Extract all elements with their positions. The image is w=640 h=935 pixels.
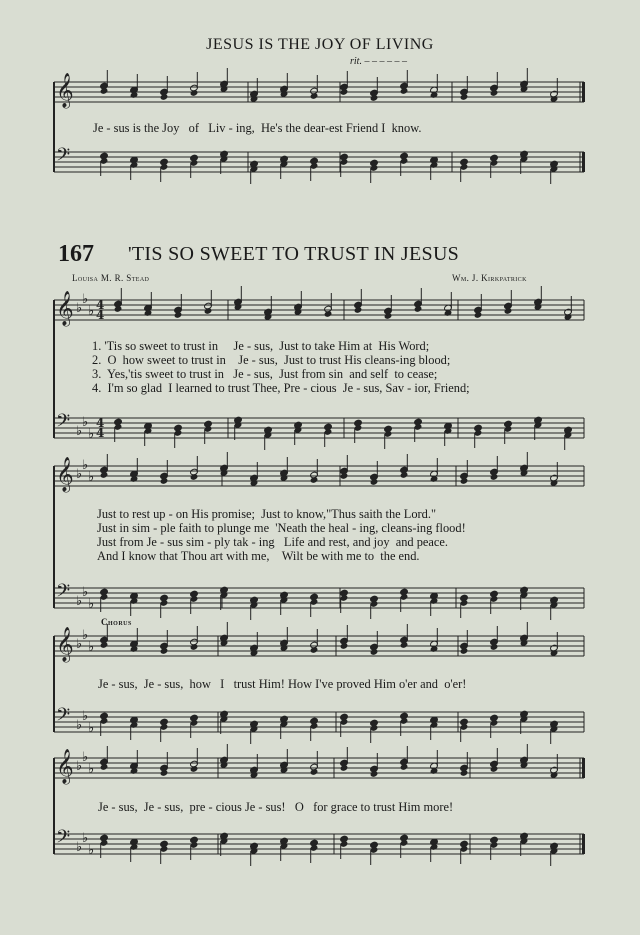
flat-sign: ♭ bbox=[82, 292, 89, 307]
flat-sign: ♭ bbox=[82, 709, 89, 724]
treble-clef: 𝄞 bbox=[56, 291, 74, 326]
hymn-author: Louisa M. R. Stead bbox=[72, 273, 150, 283]
flat-sign: ♭ bbox=[82, 831, 89, 846]
flat-sign: ♭ bbox=[88, 762, 95, 777]
verse-2-line-1: 2. O how sweet to trust in Je - sus, Just to trust His cleans-ing blood; bbox=[92, 353, 451, 367]
flat-sign: ♭ bbox=[76, 718, 83, 733]
verse-4-line-2: And I know that Thou art with me, Wilt be with me to the end. bbox=[97, 549, 420, 563]
previous-hymn-title: JESUS IS THE JOY OF LIVING bbox=[206, 36, 434, 53]
chorus-line-1: Je - sus, Je - sus, how I trust Him! How I've proved Him o'er and o'er! bbox=[98, 677, 467, 691]
flat-sign: ♭ bbox=[76, 594, 83, 609]
flat-sign: ♭ bbox=[88, 470, 95, 485]
chorus-line-2: Je - sus, Je - sus, pre - cious Je - sus! O for grace to trust Him more! bbox=[98, 800, 454, 814]
verse-1-line-2: Just to rest up - on His promise; Just to know,"Thus saith the Lord." bbox=[97, 507, 437, 521]
final-barline bbox=[582, 152, 585, 172]
bass-clef: 𝄢 bbox=[56, 411, 71, 436]
flat-sign: ♭ bbox=[76, 467, 83, 482]
flat-sign: ♭ bbox=[88, 843, 95, 858]
flat-sign: ♭ bbox=[88, 427, 95, 442]
tempo-mark-rit: rit. – – – – – – bbox=[350, 56, 407, 67]
staff bbox=[54, 300, 584, 320]
flat-sign: ♭ bbox=[76, 424, 83, 439]
hymn-composer: Wm. J. Kirkpatrick bbox=[452, 273, 527, 283]
flat-sign: ♭ bbox=[76, 759, 83, 774]
flat-sign: ♭ bbox=[82, 628, 89, 643]
verse-4-line-1: 4. I'm so glad I learned to trust Thee, Pre - cious Je - sus, Sav - ior, Friend; bbox=[92, 381, 470, 395]
time-signature: 4 bbox=[96, 416, 105, 430]
flat-sign: ♭ bbox=[82, 585, 89, 600]
flat-sign: ♭ bbox=[88, 304, 95, 319]
treble-clef: 𝄞 bbox=[56, 457, 74, 492]
hymn-title: 'TIS SO SWEET TO TRUST IN JESUS bbox=[128, 243, 460, 265]
treble-clef: 𝄞 bbox=[56, 73, 74, 108]
hymn-number: 167 bbox=[58, 241, 94, 267]
time-signature: 4 bbox=[96, 298, 105, 312]
flat-sign: ♭ bbox=[76, 840, 83, 855]
previous-hymn-lyric: Je - sus is the Joy of Liv - ing, He's the dear-est Friend I know. bbox=[93, 121, 422, 135]
bass-clef: 𝄢 bbox=[56, 827, 71, 852]
flat-sign: ♭ bbox=[88, 721, 95, 736]
verse-3-line-1: 3. Yes,'tis sweet to trust in Je - sus, Just from sin and self to cease; bbox=[92, 367, 438, 381]
verse-2-line-2: Just in sim - ple faith to plunge me 'Neath the heal - ing, cleans-ing flood! bbox=[97, 521, 466, 535]
final-barline bbox=[582, 82, 585, 102]
final-barline bbox=[582, 758, 585, 778]
flat-sign: ♭ bbox=[82, 458, 89, 473]
treble-clef: 𝄞 bbox=[56, 749, 74, 784]
final-barline bbox=[582, 834, 585, 854]
flat-sign: ♭ bbox=[82, 750, 89, 765]
bass-clef: 𝄢 bbox=[56, 581, 71, 606]
flat-sign: ♭ bbox=[82, 415, 89, 430]
bass-clef: 𝄢 bbox=[56, 145, 71, 170]
treble-clef: 𝄞 bbox=[56, 627, 74, 662]
flat-sign: ♭ bbox=[88, 597, 95, 612]
time-signature: 4 bbox=[96, 426, 105, 440]
verse-1-line-1: 1. 'Tis so sweet to trust in Je - sus, Just to take Him at His Word; bbox=[92, 339, 430, 353]
flat-sign: ♭ bbox=[76, 637, 83, 652]
flat-sign: ♭ bbox=[76, 301, 83, 316]
bass-clef: 𝄢 bbox=[56, 705, 71, 730]
verse-3-line-2: Just from Je - sus sim - ply tak - ing Life and rest, and joy and peace. bbox=[97, 535, 448, 549]
flat-sign: ♭ bbox=[88, 640, 95, 655]
time-signature: 4 bbox=[96, 308, 105, 322]
chorus-label: Chorus bbox=[101, 617, 132, 627]
